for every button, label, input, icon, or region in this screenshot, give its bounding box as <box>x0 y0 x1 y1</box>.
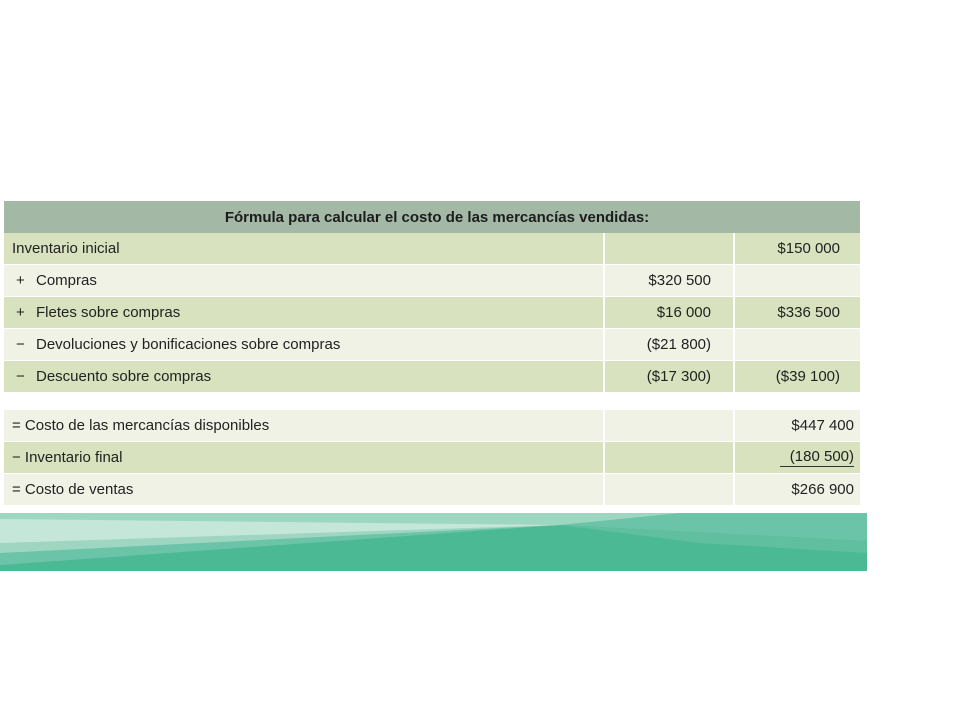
row-value-total: ($39 100) <box>735 361 860 392</box>
row-label <box>4 361 603 392</box>
section-gap <box>4 393 860 410</box>
summary-value: $447 400 <box>735 410 860 441</box>
summary-block <box>4 410 860 505</box>
row-operator: − <box>16 368 25 385</box>
row-value-total: $336 500 <box>735 297 860 328</box>
summary-row <box>4 474 860 505</box>
row-value-total <box>735 265 860 296</box>
row-value-partial: $320 500 <box>605 265 733 296</box>
summary-empty-cell <box>605 474 733 505</box>
summary-value-underlined: (180 500) <box>780 448 854 467</box>
summary-row <box>4 410 860 441</box>
row-label <box>4 265 603 296</box>
row-value-partial: ($21 800) <box>605 329 733 360</box>
row-value-total: $150 000 <box>735 233 860 264</box>
cost-of-goods-table <box>4 201 860 506</box>
summary-row <box>4 442 860 473</box>
row-label <box>4 297 603 328</box>
summary-value-cell <box>735 442 860 473</box>
table-row <box>4 265 860 296</box>
row-label-text: Compras <box>36 272 97 289</box>
row-operator: + <box>16 272 25 289</box>
row-value-partial <box>605 233 733 264</box>
summary-label: − Inventario final <box>4 442 603 473</box>
summary-value: $266 900 <box>735 474 860 505</box>
row-label-text: Fletes sobre compras <box>36 304 181 321</box>
table-row <box>4 233 860 264</box>
summary-empty-cell <box>605 410 733 441</box>
table-row <box>4 361 860 392</box>
decorative-banner <box>0 513 867 571</box>
table-row <box>4 329 860 360</box>
row-label-text: Devoluciones y bonificaciones sobre compras <box>36 336 341 353</box>
row-value-total <box>735 329 860 360</box>
row-operator: + <box>16 304 25 321</box>
row-value-partial: $16 000 <box>605 297 733 328</box>
table-title: Fórmula para calcular el costo de las mercancías vendidas: <box>4 201 860 233</box>
row-value-partial: ($17 300) <box>605 361 733 392</box>
row-label-text: Descuento sobre compras <box>36 368 212 385</box>
row-label: Inventario inicial <box>4 233 603 264</box>
summary-label: = Costo de las mercancías disponibles <box>4 410 603 441</box>
table-row <box>4 297 860 328</box>
row-operator: − <box>16 336 25 353</box>
row-label <box>4 329 603 360</box>
summary-empty-cell <box>605 442 733 473</box>
summary-label: = Costo de ventas <box>4 474 603 505</box>
